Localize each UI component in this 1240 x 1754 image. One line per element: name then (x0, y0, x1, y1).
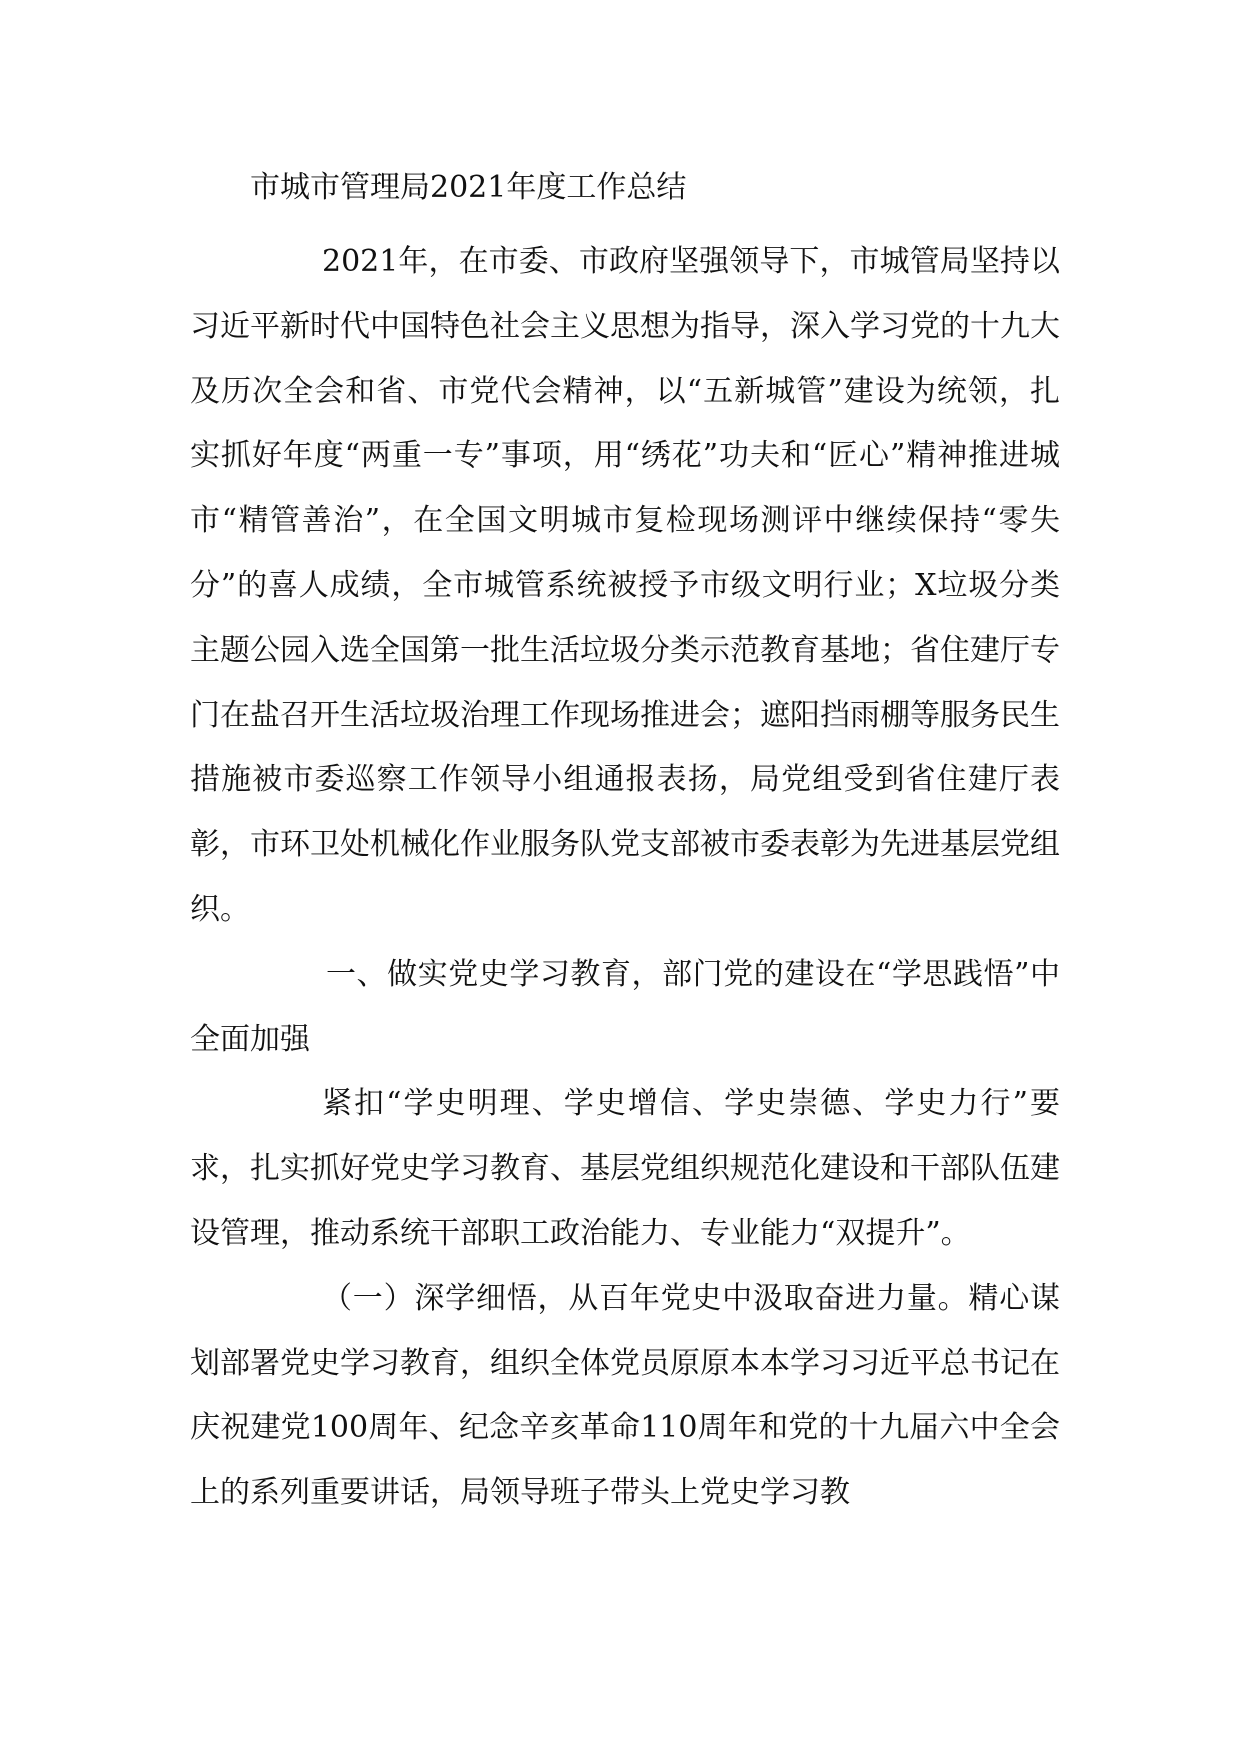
section-heading-1: 一、做实党史学习教育，部门党的建设在“学思践悟”中全面加强 (190, 956, 1060, 1057)
subsection-1-paragraph: （一）深学细悟，从百年党史中汲取奋进力量。精心谋划部署党史学习教育，组织全体党员原原本本学习习近平总书记在庆祝建党100周年、纪念辛亥革命110周年和党的十九届六中全会上的系列重要讲话，局领导班子带头上党史学习教 (190, 1280, 1060, 1511)
document-title: 市城市管理局2021年度工作总结 (250, 170, 687, 205)
intro-paragraph: 2021年，在市委、市政府坚强领导下，市城管局坚持以习近平新时代中国特色社会主义思想为指导，深入学习党的十九大及历次全会和省、市党代会精神，以“五新城管”建设为统领，扎实抓好年度“两重一专”事项，用“绣花”功夫和“匠心”精神推进城市“精管善治”，在全国文明城市复检现场测评中继续保持“零失分”的喜人成绩，全市城管系统被授予市级文明行业；X垃圾分类主题公园入选全国第一批生活垃圾分类示范教育基地；省住建厅专门在盐召开生活垃圾治理工作现场推进会；遮阳挡雨棚等服务民生措施被市委巡察工作领导小组通报表扬，局党组受到省住建厅表彰，市环卫处机械化作业服务队党支部被市委表彰为先进基层党组织。 (190, 244, 1060, 927)
section-1-paragraph: 紧扣“学史明理、学史增信、学史崇德、学史力行”要求，扎实抓好党史学习教育、基层党组织规范化建设和干部队伍建设管理，推动系统干部职工政治能力、专业能力“双提升”。 (190, 1086, 1060, 1251)
document-body (190, 170, 1060, 1526)
